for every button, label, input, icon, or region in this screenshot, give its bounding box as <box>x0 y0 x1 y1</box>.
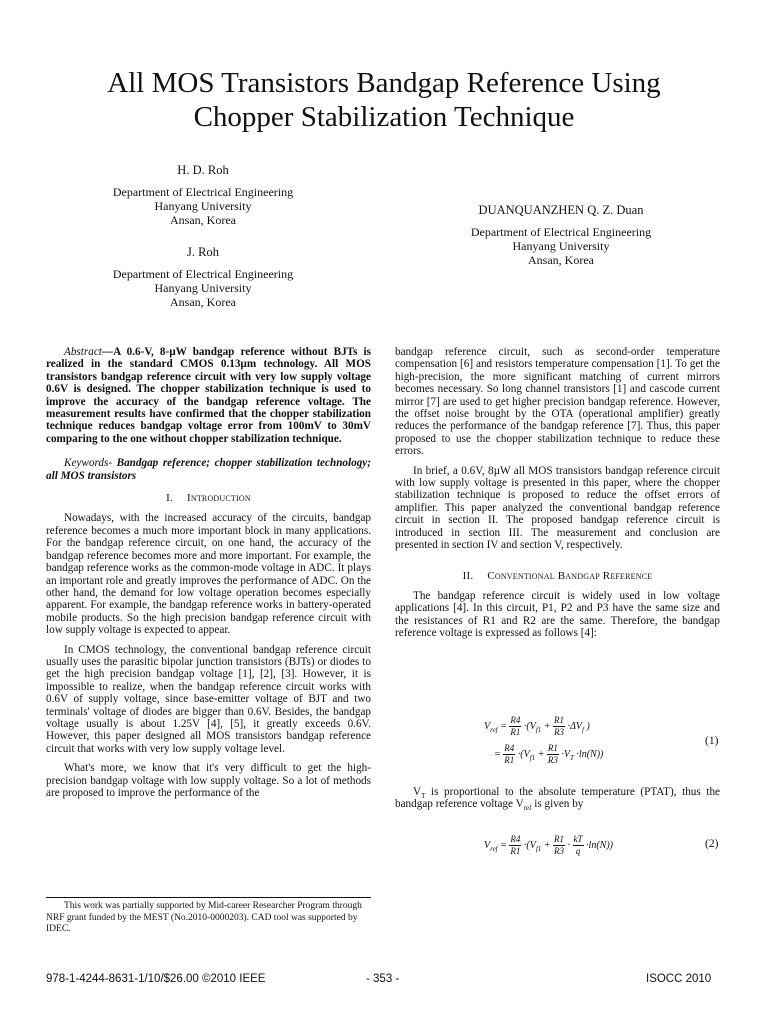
vt-text-end: is given by <box>531 798 584 811</box>
footnote-text: This work was partially supported by Mid-career Researcher Program through NRF grant funded by the MEST (No.2010-0000203). CAD tool was supported by IDEC. <box>46 901 362 934</box>
author-location: Ansan, Korea <box>170 295 236 309</box>
author-2 <box>90 245 316 309</box>
vref-subscript: ref <box>523 804 532 813</box>
keywords-text: Bandgap reference; chopper stabilization technology; all MOS transistors <box>46 457 371 482</box>
vt-subscript: T <box>421 792 426 801</box>
author-dept: Department of Electrical Engineering <box>112 185 294 199</box>
author-location: Ansan, Korea <box>528 253 594 267</box>
title-line-1: All MOS Transistors Bandgap Reference Using <box>107 67 661 99</box>
title-line-2: Chopper Stabilization Technique <box>193 101 575 133</box>
abstract-label: Abstract <box>64 346 102 358</box>
footnote <box>46 901 376 936</box>
section-title: Conventional Bandgap Reference <box>487 569 653 582</box>
footnote-divider <box>46 897 371 898</box>
paragraph: What's more, we know that it's very difficult to get the high-precision bandgap voltage with low supply voltage. So a lot of methods are proposed to improve the performance of the <box>46 762 371 799</box>
section-heading-2 <box>395 570 720 582</box>
vt-symbol: V <box>413 786 422 798</box>
paragraph: In brief, a 0.6V, 8µW all MOS transistors bandgap reference circuit with low supply voltage is presented in this paper, where the chopper stabilization technique is proposed to reduce the offset errors of amplifier. This paper analyzed the conventional bandgap reference circuit in section II. The proposed bandgap reference circuit is introduced in section III. The measurement and conclusion are presented in section IV and section V, respectively. <box>395 464 720 552</box>
paragraph: In CMOS technology, the conventional bandgap reference circuit usually uses the parasitic bipolar junction transistors (BJTs) or diodes to get the high precision bandgap voltage [1], [2], [3]. However, it is impossible to realize, when the bandgap reference circuit works with 0.6V of supply voltage, since base-emitter voltage of BJT and two terminals' voltage of diodes are bigger than 0.6V. Besides, the bandgap voltage usually is about 1.25V [4], [5], it greatly exceeds 0.6V. However, this paper designed all MOS transistors bandgap reference circuit that works with very low supply voltage level. <box>46 643 371 755</box>
equation-number-1: (1) <box>705 735 719 747</box>
author-name: H. D. Roh <box>177 163 229 177</box>
author-univ: Hanyang University <box>512 239 610 253</box>
author-3 <box>446 203 676 267</box>
equation-2: $V_{ref}$ = $\frac{R4}{R1}$ $\cdot(V_{f1}$ + $\frac{R1}{R3}$ · $\frac{kT}{q}$ ·ln(N)) <box>484 834 613 856</box>
section-title: Introduction <box>186 492 251 505</box>
paragraph: The bandgap reference circuit is widely used in low voltage applications [4]. In this circuit, P1, P2 and P3 have the same size and the resistances of R1 and R2 are the same. Therefore, the bandgap reference voltage is expressed as follows [4]: <box>395 589 720 640</box>
equation-1: $V_{ref}$ = $\frac{R4}{R1}$ $\cdot(V_{f1}$ + $\frac{R1}{R3}$ $\cdot\Delta V_f$ ) = $\frac{R4}{R1}$ $\cdot(V_{f1}$ + $\frac{R1}{R3}$ $\cdot V_T \cdot\ln(N)$) <box>484 715 604 765</box>
equation-number-2: (2) <box>705 838 719 850</box>
page-number: - 353 - <box>366 973 400 985</box>
abstract <box>46 346 371 445</box>
author-location: Ansan, Korea <box>170 213 236 227</box>
footer-copyright: 978-1-4244-8631-1/10/$26.00 ©2010 IEEE <box>46 973 266 985</box>
keywords <box>46 457 371 482</box>
paragraph: bandgap reference circuit, such as second-order temperature compensation [6] and resistors temperature compensation [1]. To get the high-precision, the more significant matching of current mirrors becomes necessary. So long channel transistors [1] and cascode current mirror [7] are used to get higher precision bandgap reference. However, the offset noise brought by the OTA (operational amplifier) greatly reduces the performance of the bandgap reference [7]. Thus, this paper proposed to use the chopper stabilization technique to reduce these errors. <box>395 346 720 458</box>
author-dept: Department of Electrical Engineering <box>470 225 652 239</box>
author-dept: Department of Electrical Engineering <box>112 267 294 281</box>
author-univ: Hanyang University <box>154 199 252 213</box>
author-univ: Hanyang University <box>154 281 252 295</box>
left-column <box>46 346 371 806</box>
author-name: J. Roh <box>187 245 219 259</box>
section-heading-1 <box>46 492 371 504</box>
section-number: I. <box>166 492 173 505</box>
section-number: II. <box>462 569 474 582</box>
footer-conference: ISOCC 2010 <box>646 973 712 985</box>
author-name: DUANQUANZHEN Q. Z. Duan <box>478 203 644 217</box>
author-1 <box>90 163 316 227</box>
paper-title <box>40 66 728 134</box>
paragraph: Nowadays, with the increased accuracy of the circuits, bandgap reference becomes a much more important block in many applications. For the bandgap reference circuit, on one hand, the accuracy of the bandgap reference becomes more and more important. For example, the bandgap reference works as the common-mode voltage in ADC. It plays an important role and greatly improves the performance of ADC. On the other hand, the demand for low voltage operation becomes especially apparent. For example, the bandgap reference works in battery-operated mobile products. So the high precision bandgap reference circuit with low supply voltage is expected to appear. <box>46 512 371 637</box>
abstract-text: —A 0.6-V, 8-µW bandgap reference without BJTs is realized in the standard CMOS 0.13µm technology. All MOS transistors bandgap reference circuit with very low supply voltage 0.6V is designed. The chopper stabilization technique is used to improve the accuracy of the bandgap reference voltage. The measurement results have confirmed that the chopper stabilization technique reduces bandgap voltage error from 100mV to 30mV comparing to the one without chopper stabilization technique. <box>46 346 371 445</box>
vt-text: is proportional to the absolute temperature (PTAT), thus the bandgap reference voltage V <box>395 786 720 811</box>
right-column <box>395 346 720 647</box>
vt-paragraph <box>395 786 720 811</box>
keywords-label: Keywords- <box>64 457 113 470</box>
